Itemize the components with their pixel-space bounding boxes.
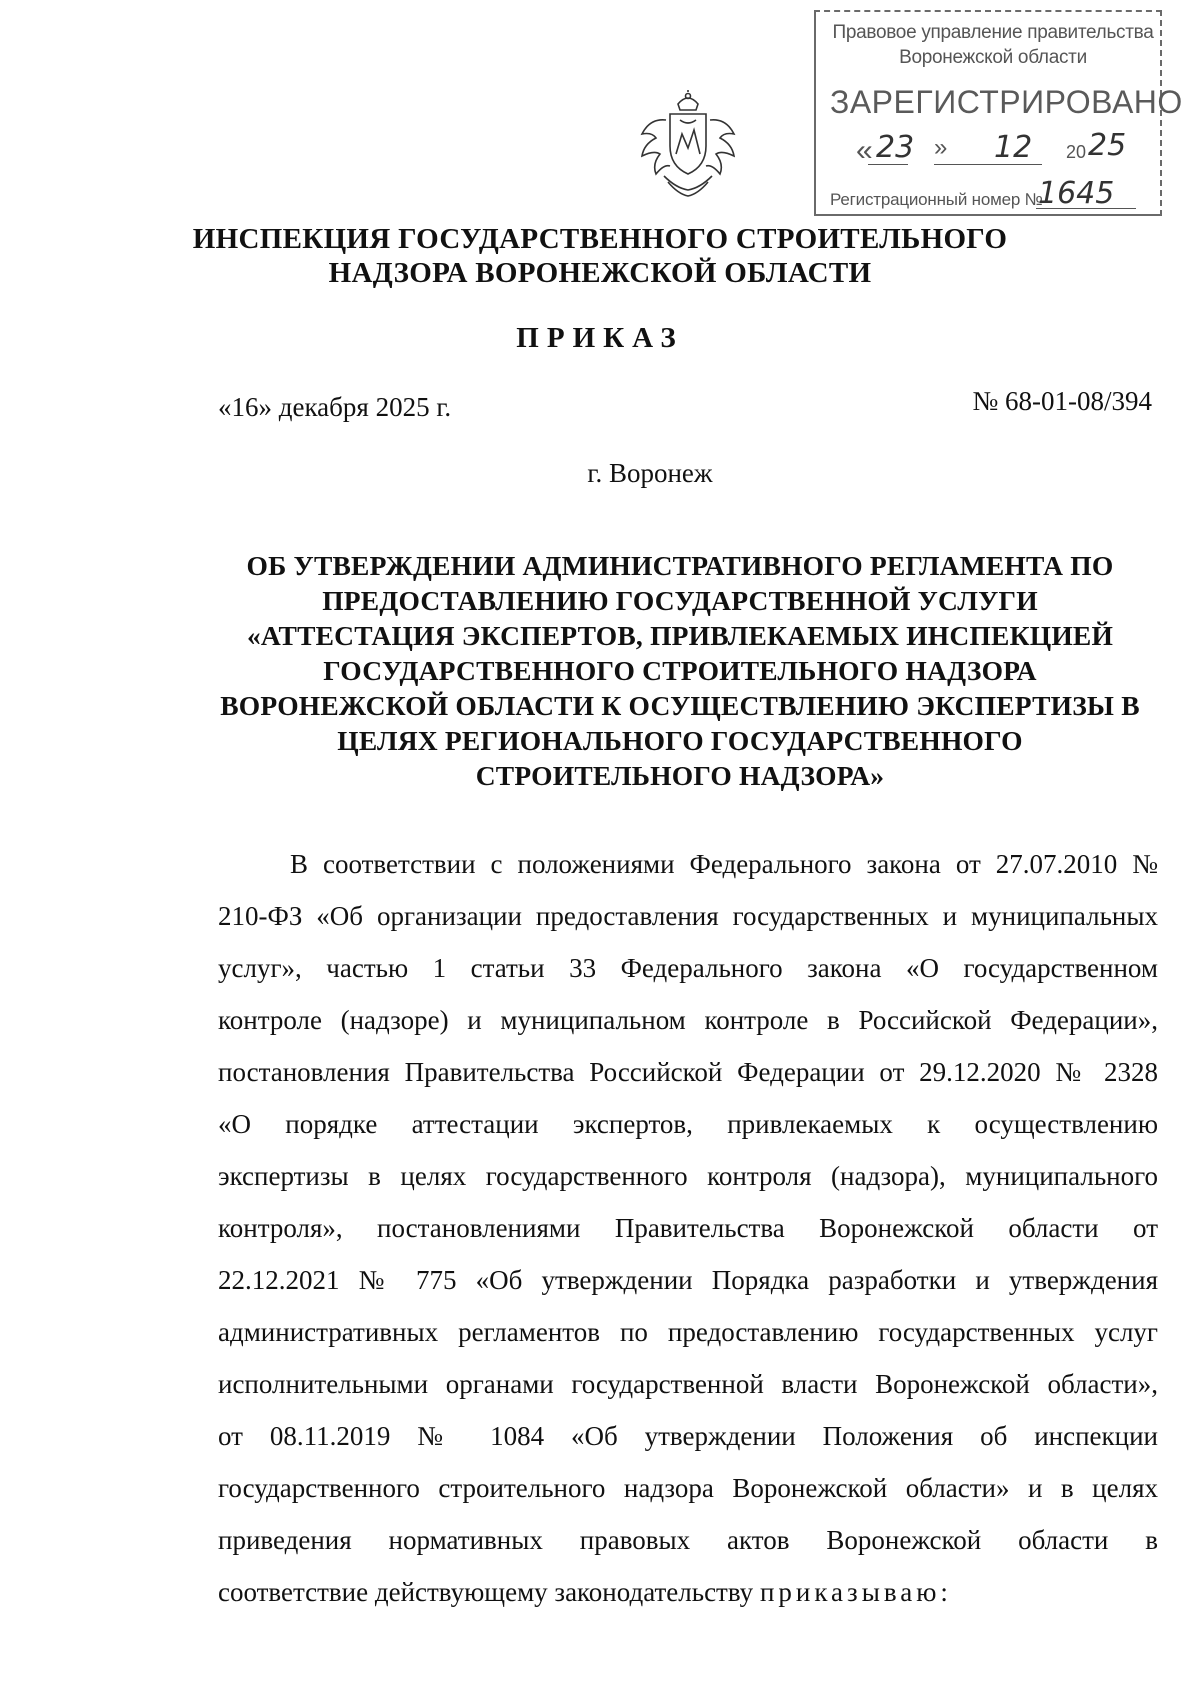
heading-line: ОБ УТВЕРЖДЕНИИ АДМИНИСТРАТИВНОГО РЕГЛАМЕНТА ПО (246, 550, 1114, 581)
body-line: контроля», постановлениями Правительства Воронежской области от (218, 1213, 1158, 1243)
stamp-year-handwritten: 25 (1088, 128, 1127, 163)
body-line: исполнительными органами государственной власти Воронежской области», (218, 1369, 1158, 1399)
body-line: услуг», частью 1 статьи 33 Федерального закона «О государственном (218, 953, 1158, 983)
org-title-line-2: НАДЗОРА ВОРОНЕЖСКОЙ ОБЛАСТИ (328, 257, 872, 289)
stamp-reg-number: 1645 (1038, 176, 1115, 211)
stamp-year-printed: 20 (1066, 142, 1087, 162)
body-line: контроле (надзоре) и муниципальном контроле в Российской Федерации», (218, 1005, 1158, 1035)
stamp-reg-label: Регистрационный номер № (830, 190, 1043, 209)
heading-line: ВОРОНЕЖСКОЙ ОБЛАСТИ К ОСУЩЕСТВЛЕНИЮ ЭКСПЕРТИЗЫ В (220, 690, 1140, 721)
body-line: 22.12.2021 № 775 «Об утверждении Порядка разработки и утверждения (218, 1265, 1158, 1295)
stamp-org-line-1: Правовое управление правительства (832, 22, 1154, 43)
body-last-text: соответствие действующему законодательству (218, 1577, 760, 1607)
body-line: «О порядке аттестации экспертов, привлекаемых к осуществлению (218, 1109, 1158, 1139)
body-line: 210-ФЗ «Об организации предоставления государственных и муниципальных (218, 901, 1158, 931)
heading-line: ПРЕДОСТАВЛЕНИЮ ГОСУДАРСТВЕННОЙ УСЛУГИ (322, 585, 1038, 616)
body-line: государственного строительного надзора Воронежской области» и в целях (218, 1473, 1158, 1503)
body-line: В соответствии с положениями Федерального закона от 27.07.2010 № (290, 849, 1158, 879)
heading-line: ГОСУДАРСТВЕННОГО СТРОИТЕЛЬНОГО НАДЗОРА (323, 655, 1037, 686)
heading-line: ЦЕЛЯХ РЕГИОНАЛЬНОГО ГОСУДАРСТВЕННОГО (337, 725, 1023, 756)
body-line: постановления Правительства Российской Федерации от 29.12.2020 № 2328 (218, 1057, 1158, 1087)
body-last-line (218, 1566, 1158, 1618)
stamp-status: ЗАРЕГИСТРИРОВАНО (830, 84, 1183, 120)
org-title-line-1: ИНСПЕКЦИЯ ГОСУДАРСТВЕННОГО СТРОИТЕЛЬНОГО (192, 223, 1008, 255)
document-number: № 68-01-08/394 (972, 386, 1152, 416)
stamp-organization (828, 20, 1158, 70)
coat-of-arms-emblem (636, 90, 740, 200)
body-line: экспертизы в целях государственного контроля (надзора), муниципального (218, 1161, 1158, 1191)
body-line: от 08.11.2019 № 1084 «Об утверждении Положения об инспекции (218, 1421, 1158, 1451)
stamp-day: 23 (876, 130, 915, 165)
body-line: административных регламентов по предоставлению государственных услуг (218, 1317, 1158, 1347)
order-command: приказываю: (759, 1577, 952, 1607)
registration-stamp (814, 10, 1183, 216)
document-city: г. Воронеж (587, 458, 713, 488)
heading-line: «АТТЕСТАЦИЯ ЭКСПЕРТОВ, ПРИВЛЕКАЕМЫХ ИНСПЕКЦИЕЙ (246, 620, 1114, 651)
heading-line: СТРОИТЕЛЬНОГО НАДЗОРА» (475, 760, 885, 791)
stamp-date: « 23 » 12 20 25 (856, 128, 1127, 167)
organization-title (150, 222, 1050, 290)
document-date: «16» декабря 2025 г. (218, 392, 452, 422)
body-paragraph (218, 838, 1158, 1618)
stamp-org-line-2: Воронежской области (899, 47, 1087, 68)
stamp-month: 12 (994, 130, 1033, 165)
body-line: приведения нормативных правовых актов Воронежской области в (218, 1525, 1158, 1555)
document-type: ПРИКАЗ (516, 322, 684, 354)
order-heading (200, 548, 1160, 793)
